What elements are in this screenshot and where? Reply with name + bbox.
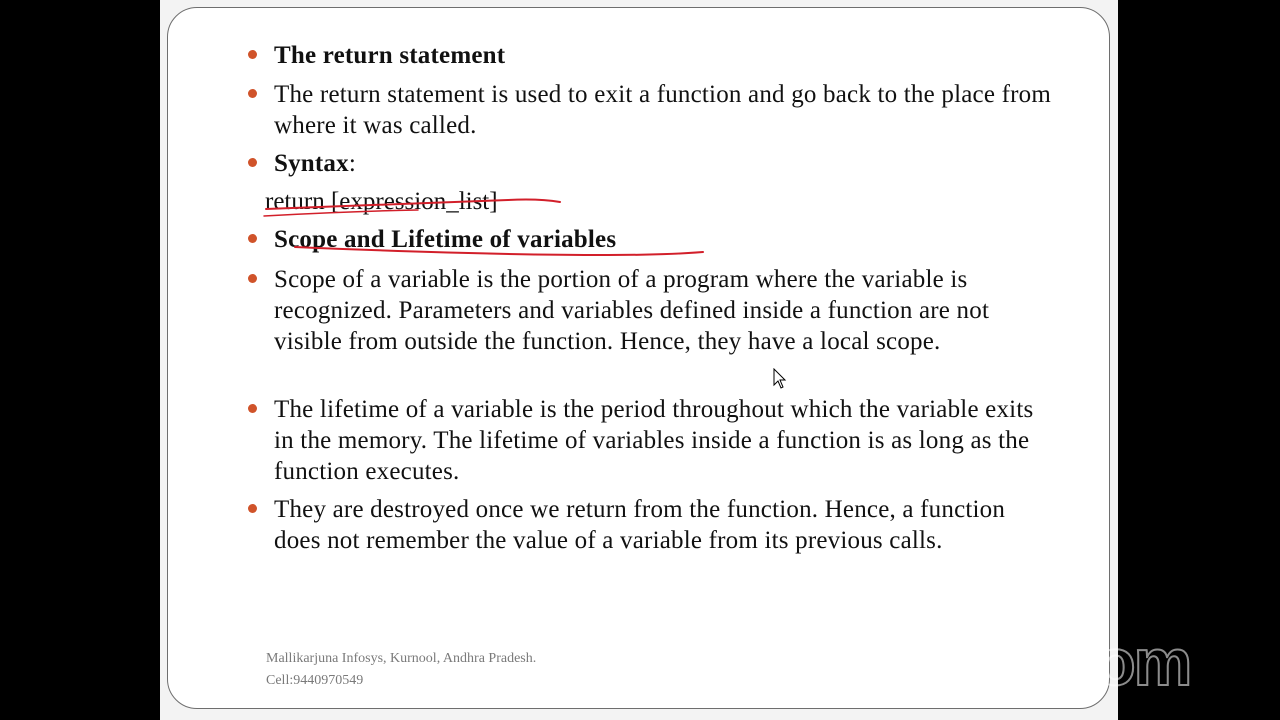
bullet-text: The lifetime of a variable is the period throughout which the variable exits in the memory. The lifetime of variables inside a function is as long as the function executes. <box>274 396 1034 485</box>
zoom-watermark-logo: zoom <box>1026 625 1191 699</box>
pen-annotations <box>168 8 1111 710</box>
bullet-text: The return statement <box>274 42 506 69</box>
footer-line: Mallikarjuna Infosys, Kurnool, Andhra Pradesh. <box>266 651 537 666</box>
syntax-code: return [expression_list] <box>265 188 498 215</box>
underline-stroke <box>264 210 418 216</box>
slide-frame <box>167 7 1110 709</box>
bullet-text: Scope and Lifetime of variables <box>274 226 617 253</box>
bullet-text: They are destroyed once we return from the function. Hence, a function does not remember the value of a variable from its previous calls. <box>274 496 1006 554</box>
bullet-text: : <box>348 150 356 177</box>
mouse-cursor-icon <box>773 368 787 390</box>
underline-stroke <box>266 200 560 209</box>
slide-area <box>160 0 1118 720</box>
footer-line: Cell:9440970549 <box>266 673 364 688</box>
bullet-text: The return statement is used to exit a function and go back to the place from where it was called. <box>274 81 1051 139</box>
bullet-text: Scope of a variable is the portion of a program where the variable is recognized. Parameters and variables defined inside a function are not visible from outside the function. Hence, they have a local scope. <box>274 266 990 355</box>
underline-stroke <box>295 247 703 255</box>
bullet-bold-text: Syntax <box>274 150 349 177</box>
